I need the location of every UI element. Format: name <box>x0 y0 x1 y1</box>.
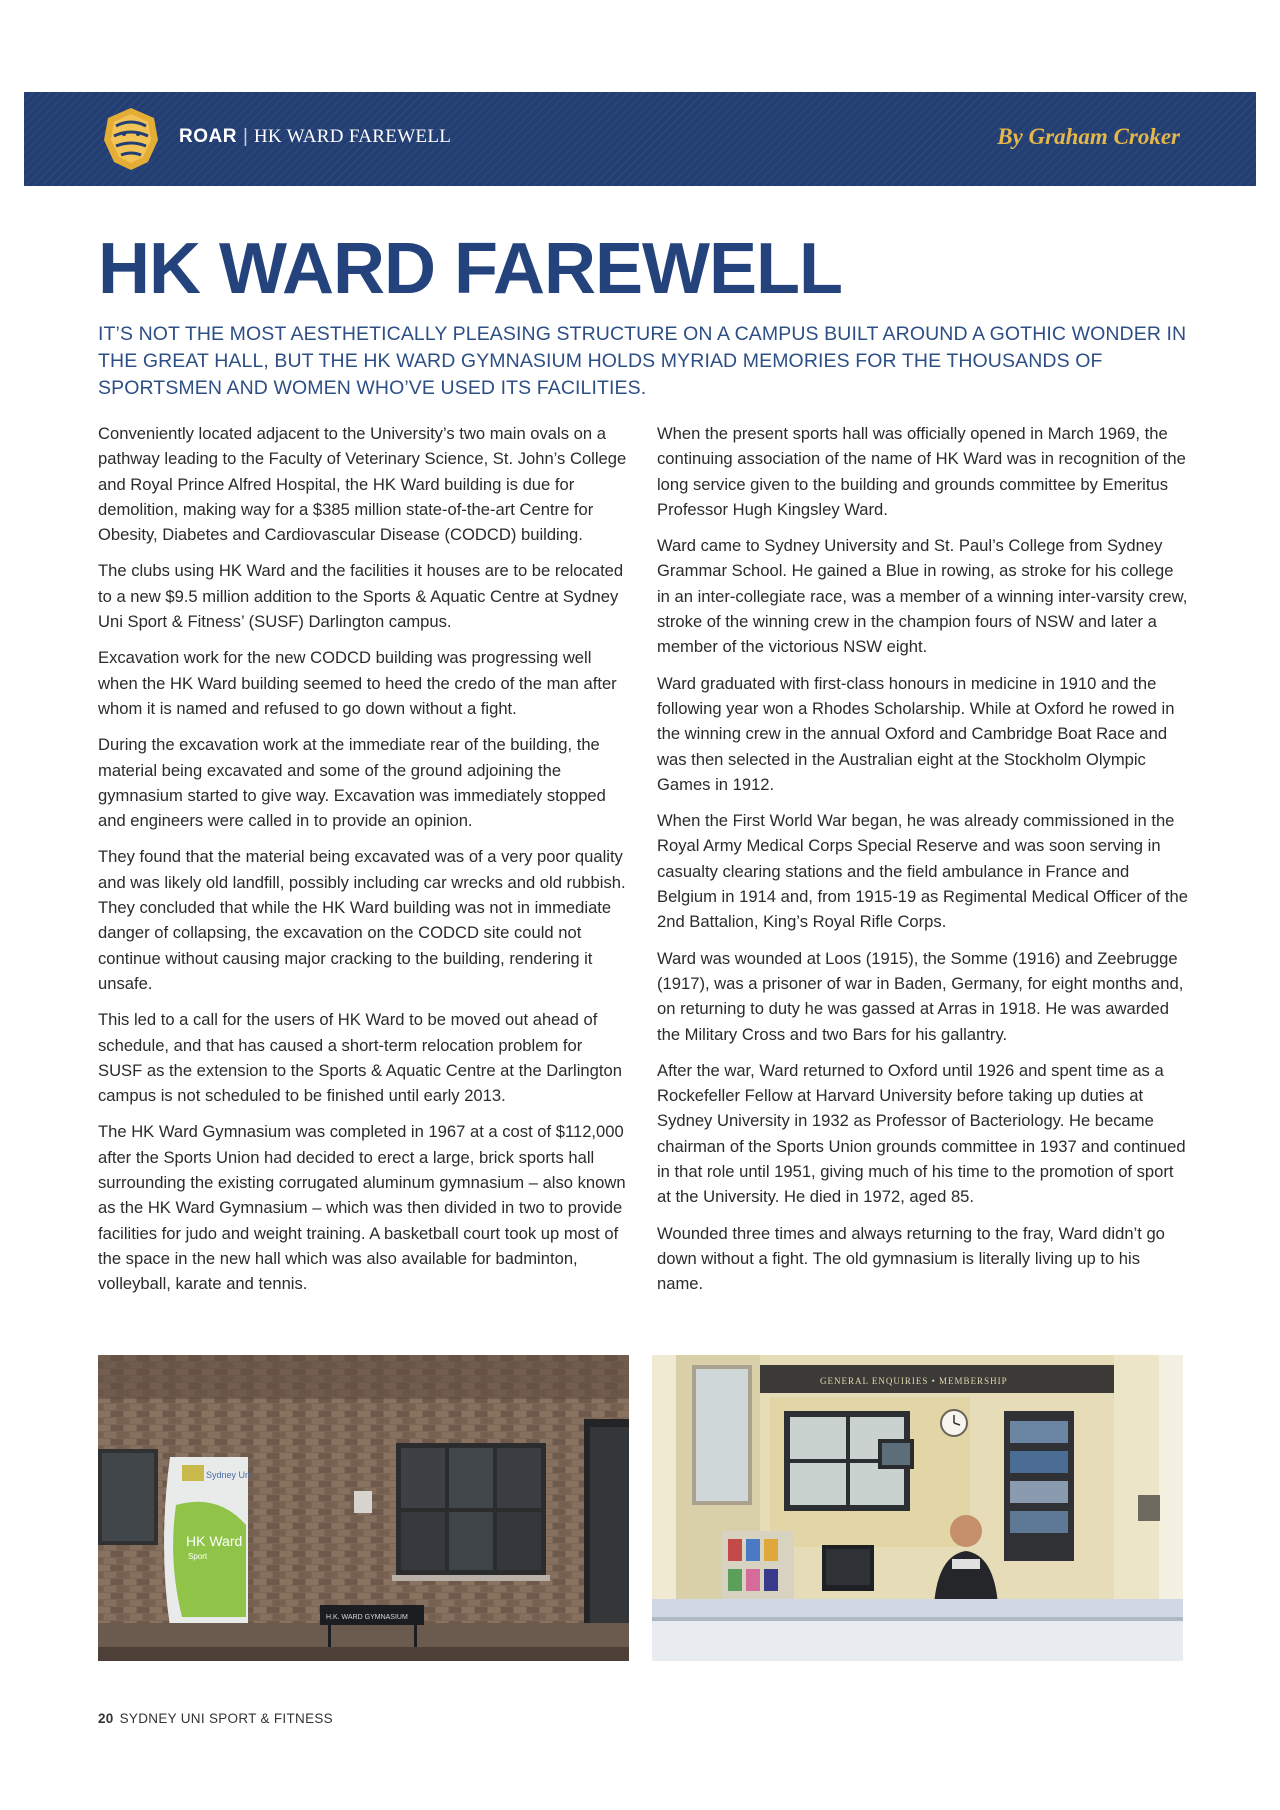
header-banner <box>24 92 1256 186</box>
paragraph: This led to a call for the users of HK Ward to be moved out ahead of schedule, and that has caused a short-term relocation problem for SUSF as the extension to the Sports & Aquatic Centre at the Darlington campus is not scheduled to be finished until early 2013. <box>98 1010 622 1106</box>
article-title: HK WARD FAREWELL <box>98 229 842 309</box>
sign-text: HK Ward <box>186 1533 243 1549</box>
section-separator: | <box>242 126 248 147</box>
section-label <box>179 126 451 148</box>
counter-sign: GENERAL ENQUIRIES • MEMBERSHIP <box>820 1376 1008 1386</box>
roar-label: ROAR <box>179 126 237 147</box>
building-exterior-photo <box>98 1355 629 1661</box>
sign-subtext: Sport <box>188 1552 208 1561</box>
paragraph: Ward graduated with first-class honours in medicine in 1910 and the following year won a Rhodes Scholarship. While at Oxford he rowed in the winning crew in the annual Oxford and Cambridge Boat Race and was then selected in the Australian eight at the Stockholm Olympic Games in 1912. <box>657 673 1175 794</box>
plaque-text: H.K. WARD GYMNASIUM <box>326 1614 408 1621</box>
paragraph: The clubs using HK Ward and the facilities it houses are to be relocated to a new $9.5 million addition to the Sports & Aquatic Centre at Sydney Uni Sport & Fitness’ (SUSF) Darlington campus. <box>98 561 624 632</box>
right-column <box>657 421 1189 1308</box>
page-number: 20 <box>98 1711 114 1726</box>
publication-name: SYDNEY UNI SPORT & FITNESS <box>119 1711 333 1726</box>
paragraph: After the war, Ward returned to Oxford until 1926 and spent time as a Rockefeller Fellow at Harvard University before taking up duties at Sydney University in 1932 as Professor of Bacteriology. He became chairman of the Sports Union grounds committee in 1937 and continued in that role until 1951, giving much of his time to the promotion of sport at the University. He died in 1972, aged 85. <box>657 1060 1186 1207</box>
paragraph: Ward came to Sydney University and St. Paul’s College from Sydney Grammar School. He gained a Blue in rowing, as stroke for his college in an inter-collegiate race, was a member of a winning inter-varsity crew, stroke of the winning crew in the champion fours of NSW and later a member of the victorious NSW eight. <box>657 536 1188 657</box>
reception-desk-photo <box>652 1355 1183 1661</box>
paragraph: When the First World War began, he was already commissioned in the Royal Army Medical Corps Special Reserve and was soon serving in casualty clearing stations and the field ambulance in France and Belgium in 1914 and, from 1915-19 as Regimental Medical Officer of the 2nd Battalion, King’s Royal Rifle Corps. <box>657 811 1188 932</box>
paragraph: Wounded three times and always returning to the fray, Ward didn’t go down without a fight. The old gymnasium is literally living up to his name. <box>657 1223 1165 1294</box>
page-footer <box>98 1711 333 1726</box>
paragraph: They found that the material being excavated was of a very poor quality and was likely old landfill, possibly including car wrecks and old rubbish. They concluded that while the HK Ward building was not in immediate danger of collapsing, the excavation on the CODCD site could not continue without causing major cracking to the building, rendering it unsafe. <box>98 847 626 993</box>
byline: By Graham Croker <box>997 124 1180 149</box>
paragraph: Ward was wounded at Loos (1915), the Somme (1916) and Zeebrugge (1917), was a prisoner of war in Baden, Germany, for eight months and, on returning to duty he was gassed at Arras in 1918. He was awarded the Military Cross and two Bars for his gallantry. <box>657 948 1184 1044</box>
lion-head-icon <box>96 104 166 174</box>
paragraph: Excavation work for the new CODCD building was progressing well when the HK Ward building seemed to heed the credo of the man after whom it is named and refused to go down without a fight. <box>98 648 617 718</box>
paragraph: During the excavation work at the immediate rear of the building, the material being excavated and some of the ground adjoining the gymnasium started to give way. Excavation was immediately stopped and engineers were called in to provide an opinion. <box>98 735 606 831</box>
paragraph: Conveniently located adjacent to the University’s two main ovals on a pathway leading to the Faculty of Veterinary Science, St. John’s College and Royal Prince Alfred Hospital, the HK Ward building is due for demolition, making way for a $385 million state-of-the-art Centre for Obesity, Diabetes and Cardiovascular Disease (CODCD) building. <box>98 424 627 545</box>
left-column <box>98 421 630 1308</box>
paragraph: The HK Ward Gymnasium was completed in 1967 at a cost of $112,000 after the Sports Union had decided to erect a large, brick sports hall surrounding the existing corrugated aluminum gymnasium – also known as the HK Ward Gymnasium – which was then divided in two to provide facilities for judo and weight training. A basketball court took up most of the space in the new hall which was also available for badminton, volleyball, karate and tennis. <box>98 1122 626 1294</box>
article-standfirst: IT’S NOT THE MOST AESTHETICALLY PLEASING STRUCTURE ON A CAMPUS BUILT AROUND A GOTHIC WONDER IN THE GREAT HALL, BUT THE HK WARD GYMNASIUM HOLDS MYRIAD MEMORIES FOR THE THOUSANDS OF SPORTSMEN AND WOMEN WHO’VE USED ITS FACILITIES. <box>98 323 1187 399</box>
section-title: HK WARD FAREWELL <box>253 126 452 147</box>
svg-text:Sydney Uni: Sydney Uni <box>206 1470 253 1480</box>
paragraph: When the present sports hall was officially opened in March 1969, the continuing association of the name of HK Ward was in recognition of the long service given to the building and grounds committee by Emeritus Professor Hugh Kingsley Ward. <box>657 424 1186 519</box>
